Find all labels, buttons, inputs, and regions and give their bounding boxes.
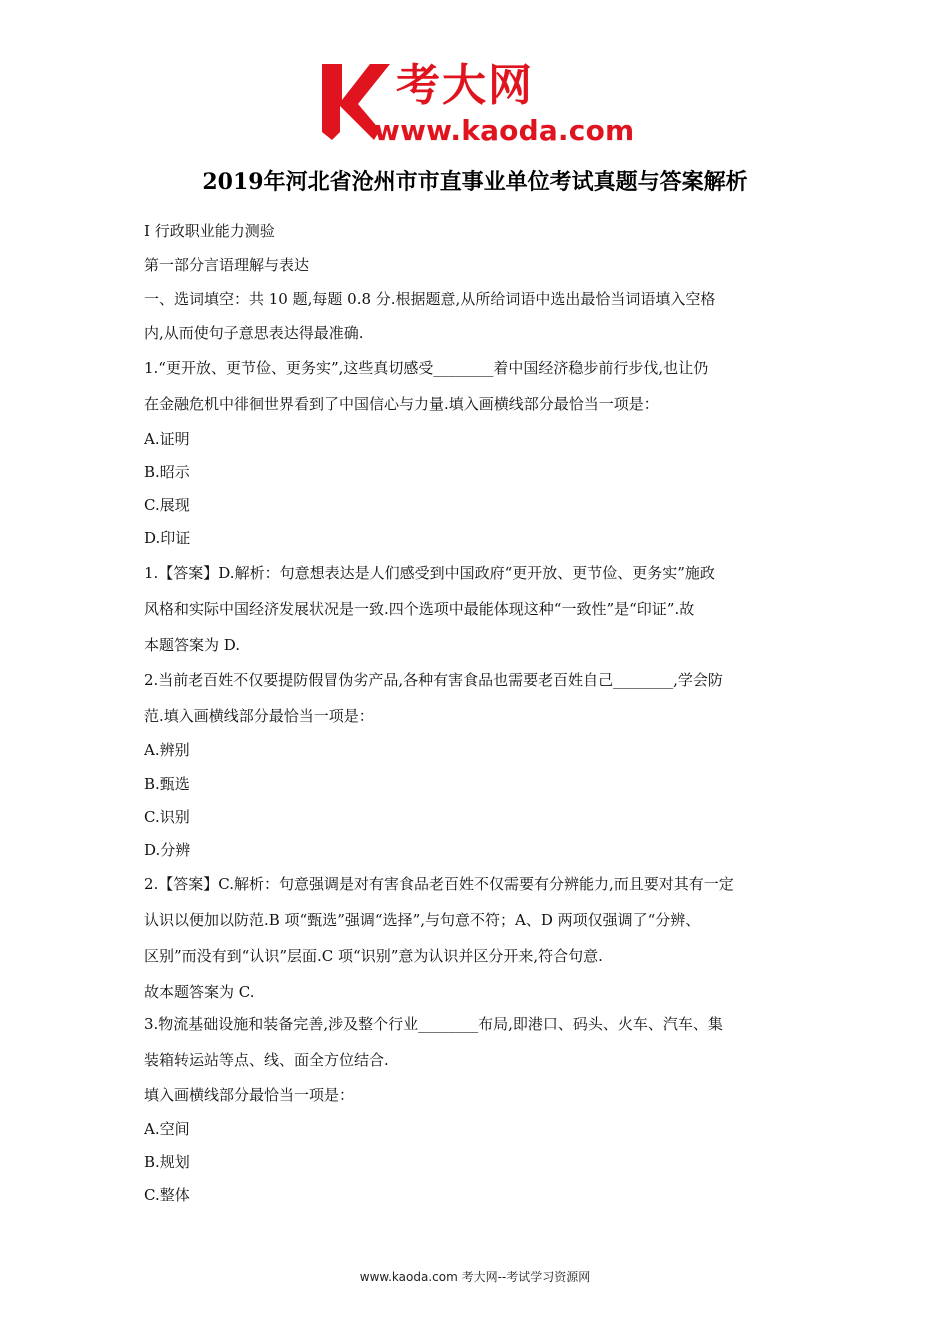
- answer-line: 2.【答案】C.解析：句意强调是对有害食品老百姓不仅需要有分辨能力,而且要对其有一定: [144, 875, 734, 893]
- option-line: D.分辨: [144, 841, 191, 859]
- answer-line: 区别”而没有到“认识”层面.C 项“识别”意为认识并区分开来,符合句意.: [144, 947, 603, 965]
- option-line: B.规划: [144, 1153, 190, 1171]
- answer-line: 1.【答案】D.解析：句意想表达是人们感受到中国政府“更开放、更节俭、更务实”施政: [144, 564, 715, 582]
- kaoda-logo: [318, 58, 638, 150]
- answer-line: 风格和实际中国经济发展状况是一致.四个选项中最能体现这种“一致性”是“印证”.故: [144, 600, 695, 618]
- question-line: 在金融危机中徘徊世界看到了中国信心与力量.填入画横线部分最恰当一项是：: [144, 395, 659, 413]
- question-line: 1.“更开放、更节俭、更务实”,这些真切感受________着中国经济稳步前行步伐,也让仍: [144, 359, 709, 377]
- page-footer: www.kaoda.com 考大网--考试学习资源网: [359, 1270, 591, 1284]
- answer-line: 认识以便加以防范.B 项“甄选”强调“选择”,与句意不符；A、D 两项仅强调了“分辨、: [144, 911, 701, 929]
- answer-line: 故本题答案为 C.: [144, 983, 255, 1001]
- logo-brand-text: 考大网: [396, 60, 534, 111]
- option-line: A.空间: [144, 1120, 190, 1138]
- question-line: 填入画横线部分最恰当一项是：: [144, 1086, 355, 1104]
- question-line: 范.填入画横线部分最恰当一项是：: [144, 707, 374, 725]
- option-line: A.辨别: [144, 741, 190, 759]
- part-heading: 第一部分言语理解与表达: [144, 256, 310, 274]
- question-line: 2.当前老百姓不仅要提防假冒伪劣产品,各种有害食品也需要老百姓自己________,学会防: [144, 671, 723, 689]
- section-heading: Ⅰ 行政职业能力测验: [144, 222, 275, 240]
- option-line: C.识别: [144, 808, 190, 826]
- question-line: 装箱转运站等点、线、面全方位结合.: [144, 1051, 389, 1069]
- instruction-line: 一、选词填空：共 10 题,每题 0.8 分.根据题意,从所给词语中选出最恰当词语填入空格: [144, 290, 716, 308]
- option-line: B.昭示: [144, 463, 190, 481]
- option-line: D.印证: [144, 529, 191, 547]
- option-line: C.整体: [144, 1186, 190, 1204]
- document-title: 2019年河北省沧州市市直事业单位考试真题与答案解析: [202, 169, 748, 195]
- option-line: A.证明: [144, 430, 190, 448]
- option-line: C.展现: [144, 496, 190, 514]
- option-line: B.甄选: [144, 775, 190, 793]
- logo-url-text: www.kaoda.com: [374, 114, 635, 147]
- question-line: 3.物流基础设施和装备完善,涉及整个行业________布局,即港口、码头、火车、汽车、集: [144, 1015, 723, 1033]
- answer-line: 本题答案为 D.: [144, 636, 241, 654]
- instruction-line: 内,从而使句子意思表达得最准确.: [144, 324, 364, 342]
